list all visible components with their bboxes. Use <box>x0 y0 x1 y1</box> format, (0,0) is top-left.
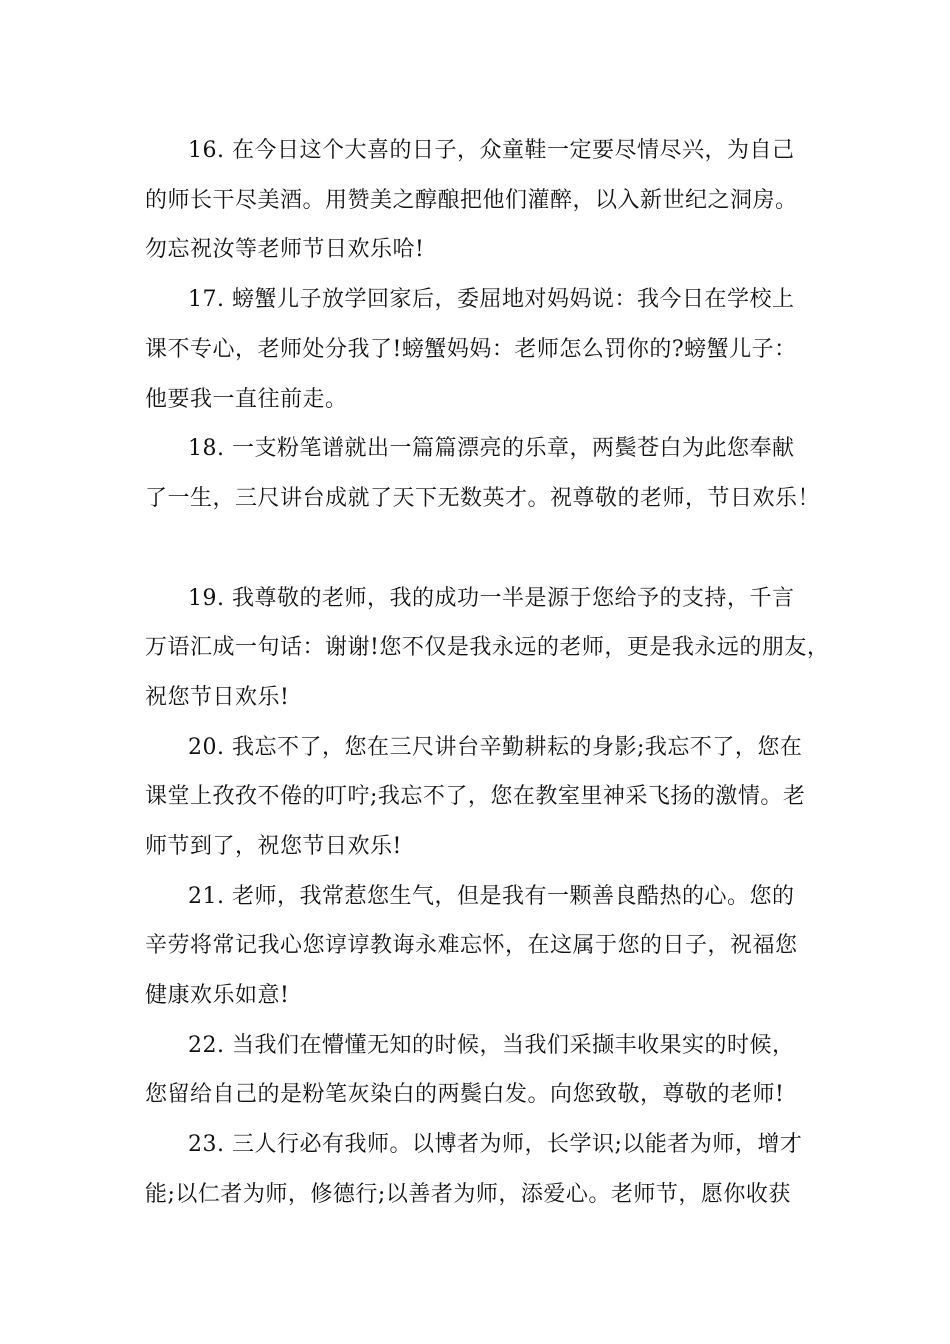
paragraph-18-line-2: 了一生，三尺讲台成就了天下无数英才。祝尊敬的老师，节日欢乐！ <box>145 486 821 511</box>
paragraph-19-line-3: 祝您节日欢乐! <box>145 685 290 710</box>
paragraph-21-line-2: 辛劳将常记我心您谆谆教诲永难忘怀，在这属于您的日子，祝福您 <box>145 933 798 958</box>
paragraph-17-line-2: 课不专心，老师处分我了!螃蟹妈妈：老师怎么罚你的?螃蟹儿子： <box>145 337 797 362</box>
paragraph-22-line-1: 22. 当我们在懵懂无知的时候，当我们采撷丰收果实的时候， <box>188 1033 795 1058</box>
paragraph-17-line-3: 他要我一直往前走。 <box>145 387 348 412</box>
paragraph-23-line-2: 能;以仁者为师，修德行;以善者为师，添爱心。老师节，愿你收获 <box>145 1182 791 1207</box>
paragraph-20-line-2: 课堂上孜孜不倦的叮咛;我忘不了，您在教室里神采飞扬的激情。老 <box>145 784 806 809</box>
paragraph-18-line-1: 18. 一支粉笔谱就出一篇篇漂亮的乐章，两鬓苍白为此您奉献 <box>188 436 795 461</box>
paragraph-19-line-2: 万语汇成一句话：谢谢!您不仅是我永远的老师，更是我永远的朋友， <box>145 635 830 660</box>
paragraph-16-line-2: 的师长干尽美酒。用赞美之醇酿把他们灌醉，以入新世纪之洞房。 <box>145 188 798 213</box>
paragraph-17-line-1: 17. 螃蟹儿子放学回家后，委屈地对妈妈说：我今日在学校上 <box>188 287 795 312</box>
paragraph-23-line-1: 23. 三人行必有我师。以博者为师，长学识;以能者为师，增才 <box>188 1132 803 1157</box>
paragraph-20-line-3: 师节到了，祝您节日欢乐! <box>145 834 402 859</box>
paragraph-21-line-1: 21. 老师，我常惹您生气，但是我有一颗善良酷热的心。您的 <box>188 884 795 909</box>
paragraph-19-line-1: 19. 我尊敬的老师，我的成功一半是源于您给予的支持，千言 <box>188 586 795 611</box>
paragraph-22-line-2: 您留给自己的是粉笔灰染白的两鬓白发。向您致敬，尊敬的老师! <box>145 1082 785 1107</box>
paragraph-16-line-1: 16. 在今日这个大喜的日子，众童鞋一定要尽情尽兴，为自己 <box>188 138 795 163</box>
paragraph-20-line-1: 20. 我忘不了，您在三尺讲台辛勤耕耘的身影;我忘不了，您在 <box>188 735 803 760</box>
paragraph-21-line-3: 健康欢乐如意! <box>145 983 290 1008</box>
paragraph-16-line-3: 勿忘祝汝等老师节日欢乐哈! <box>145 237 425 262</box>
